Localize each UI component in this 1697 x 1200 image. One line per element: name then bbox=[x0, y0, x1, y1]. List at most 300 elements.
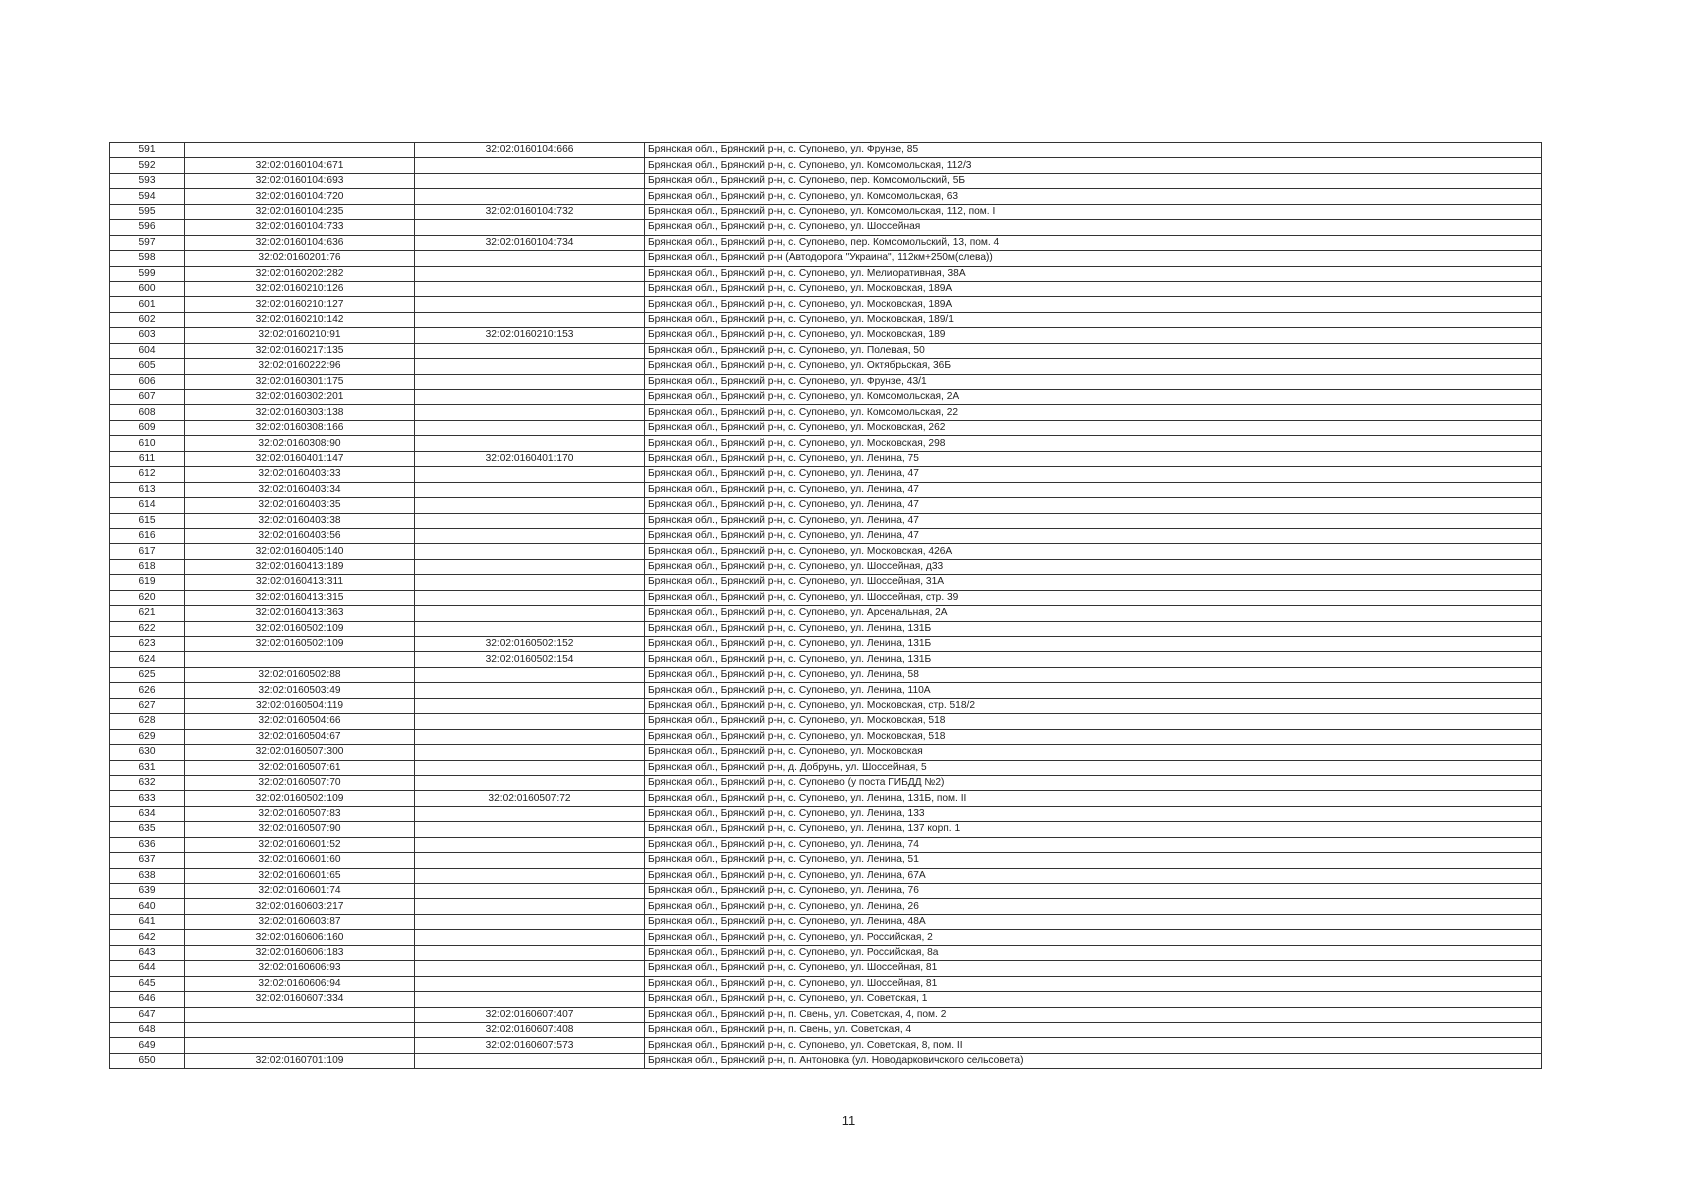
address-cell: Брянская обл., Брянский р-н, с. Супонево, ул. Московская bbox=[645, 745, 1542, 760]
object-cadastral-number-cell bbox=[415, 575, 645, 590]
land-cadastral-number-cell: 32:02:0160403:33 bbox=[185, 467, 415, 482]
address-cell: Брянская обл., Брянский р-н, с. Супонево, ул. Октябрьская, 36Б bbox=[645, 359, 1542, 374]
land-cadastral-number-cell: 32:02:0160104:636 bbox=[185, 235, 415, 250]
table-row bbox=[110, 235, 1542, 250]
object-cadastral-number-cell: 32:02:0160401:170 bbox=[415, 451, 645, 466]
table-row bbox=[110, 405, 1542, 420]
row-number-cell: 645 bbox=[110, 976, 185, 991]
row-number-cell: 622 bbox=[110, 621, 185, 636]
object-cadastral-number-cell bbox=[415, 436, 645, 451]
row-number-cell: 628 bbox=[110, 714, 185, 729]
row-number-cell: 609 bbox=[110, 420, 185, 435]
address-cell: Брянская обл., Брянский р-н, с. Супонево, ул. Ленина, 47 bbox=[645, 513, 1542, 528]
row-number-cell: 595 bbox=[110, 204, 185, 219]
page-number: 11 bbox=[841, 1113, 856, 1128]
land-cadastral-number-cell: 32:02:0160606:93 bbox=[185, 961, 415, 976]
land-cadastral-number-cell: 32:02:0160601:52 bbox=[185, 837, 415, 852]
address-cell: Брянская обл., Брянский р-н, с. Супонево, ул. Мелиоративная, 38А bbox=[645, 266, 1542, 281]
row-number-cell: 637 bbox=[110, 853, 185, 868]
table-row bbox=[110, 420, 1542, 435]
row-number-cell: 624 bbox=[110, 652, 185, 667]
table-row bbox=[110, 575, 1542, 590]
object-cadastral-number-cell bbox=[415, 621, 645, 636]
table-row bbox=[110, 760, 1542, 775]
land-cadastral-number-cell: 32:02:0160413:311 bbox=[185, 575, 415, 590]
table-row bbox=[110, 1053, 1542, 1068]
land-cadastral-number-cell: 32:02:0160104:733 bbox=[185, 220, 415, 235]
object-cadastral-number-cell bbox=[415, 760, 645, 775]
land-cadastral-number-cell bbox=[185, 1022, 415, 1037]
object-cadastral-number-cell bbox=[415, 1053, 645, 1068]
address-cell: Брянская обл., Брянский р-н (Автодорога "Украина", 112км+250м(слева)) bbox=[645, 251, 1542, 266]
object-cadastral-number-cell bbox=[415, 266, 645, 281]
row-number-cell: 591 bbox=[110, 143, 185, 158]
land-cadastral-number-cell: 32:02:0160507:61 bbox=[185, 760, 415, 775]
object-cadastral-number-cell bbox=[415, 390, 645, 405]
object-cadastral-number-cell: 32:02:0160502:154 bbox=[415, 652, 645, 667]
object-cadastral-number-cell bbox=[415, 837, 645, 852]
land-cadastral-number-cell: 32:02:0160403:56 bbox=[185, 528, 415, 543]
address-cell: Брянская обл., Брянский р-н, с. Супонево, ул. Арсенальная, 2А bbox=[645, 606, 1542, 621]
address-cell: Брянская обл., Брянский р-н, с. Супонево, ул. Ленина, 131Б bbox=[645, 637, 1542, 652]
table-row bbox=[110, 914, 1542, 929]
object-cadastral-number-cell bbox=[415, 544, 645, 559]
address-cell: Брянская обл., Брянский р-н, п. Антоновка (ул. Новодарковичского сельсовета) bbox=[645, 1053, 1542, 1068]
object-cadastral-number-cell bbox=[415, 467, 645, 482]
address-cell: Брянская обл., Брянский р-н, с. Супонево, ул. Фрунзе, 43/1 bbox=[645, 374, 1542, 389]
address-cell: Брянская обл., Брянский р-н, с. Супонево (у поста ГИБДД №2) bbox=[645, 775, 1542, 790]
address-cell: Брянская обл., Брянский р-н, д. Добрунь, ул. Шоссейная, 5 bbox=[645, 760, 1542, 775]
land-cadastral-number-cell: 32:02:0160403:38 bbox=[185, 513, 415, 528]
row-number-cell: 608 bbox=[110, 405, 185, 420]
table-row bbox=[110, 683, 1542, 698]
table-row bbox=[110, 899, 1542, 914]
row-number-cell: 615 bbox=[110, 513, 185, 528]
table-row bbox=[110, 837, 1542, 852]
row-number-cell: 618 bbox=[110, 559, 185, 574]
object-cadastral-number-cell bbox=[415, 251, 645, 266]
land-cadastral-number-cell: 32:02:0160413:363 bbox=[185, 606, 415, 621]
object-cadastral-number-cell bbox=[415, 420, 645, 435]
address-cell: Брянская обл., Брянский р-н, с. Супонево, ул. Московская, 518 bbox=[645, 729, 1542, 744]
land-cadastral-number-cell: 32:02:0160502:88 bbox=[185, 667, 415, 682]
object-cadastral-number-cell bbox=[415, 868, 645, 883]
row-number-cell: 597 bbox=[110, 235, 185, 250]
land-cadastral-number-cell: 32:02:0160403:34 bbox=[185, 482, 415, 497]
land-cadastral-number-cell: 32:02:0160303:138 bbox=[185, 405, 415, 420]
row-number-cell: 616 bbox=[110, 528, 185, 543]
land-cadastral-number-cell: 32:02:0160104:720 bbox=[185, 189, 415, 204]
address-cell: Брянская обл., Брянский р-н, с. Супонево, ул. Ленина, 133 bbox=[645, 806, 1542, 821]
object-cadastral-number-cell bbox=[415, 528, 645, 543]
object-cadastral-number-cell bbox=[415, 853, 645, 868]
object-cadastral-number-cell bbox=[415, 683, 645, 698]
row-number-cell: 603 bbox=[110, 328, 185, 343]
address-cell: Брянская обл., Брянский р-н, с. Супонево, ул. Ленина, 74 bbox=[645, 837, 1542, 852]
object-cadastral-number-cell bbox=[415, 775, 645, 790]
table-row bbox=[110, 436, 1542, 451]
land-cadastral-number-cell: 32:02:0160502:109 bbox=[185, 637, 415, 652]
land-cadastral-number-cell: 32:02:0160104:671 bbox=[185, 158, 415, 173]
row-number-cell: 606 bbox=[110, 374, 185, 389]
table-row bbox=[110, 637, 1542, 652]
land-cadastral-number-cell: 32:02:0160210:127 bbox=[185, 297, 415, 312]
land-cadastral-number-cell: 32:02:0160201:76 bbox=[185, 251, 415, 266]
address-cell: Брянская обл., Брянский р-н, с. Супонево, ул. Фрунзе, 85 bbox=[645, 143, 1542, 158]
object-cadastral-number-cell bbox=[415, 559, 645, 574]
table-row bbox=[110, 266, 1542, 281]
object-cadastral-number-cell bbox=[415, 806, 645, 821]
land-cadastral-number-cell bbox=[185, 1007, 415, 1022]
row-number-cell: 629 bbox=[110, 729, 185, 744]
land-cadastral-number-cell: 32:02:0160210:91 bbox=[185, 328, 415, 343]
address-cell: Брянская обл., Брянский р-н, с. Супонево, ул. Ленина, 131Б bbox=[645, 652, 1542, 667]
land-cadastral-number-cell: 32:02:0160217:135 bbox=[185, 343, 415, 358]
address-cell: Брянская обл., Брянский р-н, с. Супонево, ул. Российская, 2 bbox=[645, 930, 1542, 945]
address-cell: Брянская обл., Брянский р-н, с. Супонево, ул. Ленина, 47 bbox=[645, 482, 1542, 497]
object-cadastral-number-cell bbox=[415, 899, 645, 914]
land-cadastral-number-cell: 32:02:0160502:109 bbox=[185, 791, 415, 806]
object-cadastral-number-cell bbox=[415, 729, 645, 744]
address-cell: Брянская обл., Брянский р-н, с. Супонево, ул. Ленина, 47 bbox=[645, 498, 1542, 513]
land-cadastral-number-cell: 32:02:0160606:94 bbox=[185, 976, 415, 991]
land-cadastral-number-cell: 32:02:0160603:87 bbox=[185, 914, 415, 929]
row-number-cell: 614 bbox=[110, 498, 185, 513]
land-cadastral-number-cell: 32:02:0160202:282 bbox=[185, 266, 415, 281]
row-number-cell: 593 bbox=[110, 173, 185, 188]
object-cadastral-number-cell bbox=[415, 590, 645, 605]
row-number-cell: 641 bbox=[110, 914, 185, 929]
land-cadastral-number-cell: 32:02:0160210:142 bbox=[185, 312, 415, 327]
object-cadastral-number-cell bbox=[415, 189, 645, 204]
table-row bbox=[110, 992, 1542, 1007]
land-cadastral-number-cell: 32:02:0160302:201 bbox=[185, 390, 415, 405]
land-cadastral-number-cell: 32:02:0160601:74 bbox=[185, 884, 415, 899]
row-number-cell: 623 bbox=[110, 637, 185, 652]
registry-table bbox=[109, 142, 1542, 1069]
address-cell: Брянская обл., Брянский р-н, с. Супонево, ул. Шоссейная, 31А bbox=[645, 575, 1542, 590]
address-cell: Брянская обл., Брянский р-н, с. Супонево, ул. Ленина, 76 bbox=[645, 884, 1542, 899]
row-number-cell: 625 bbox=[110, 667, 185, 682]
land-cadastral-number-cell: 32:02:0160104:693 bbox=[185, 173, 415, 188]
table-row bbox=[110, 590, 1542, 605]
registry-table-body bbox=[110, 143, 1542, 1069]
row-number-cell: 634 bbox=[110, 806, 185, 821]
table-row bbox=[110, 498, 1542, 513]
land-cadastral-number-cell: 32:02:0160222:96 bbox=[185, 359, 415, 374]
object-cadastral-number-cell bbox=[415, 606, 645, 621]
row-number-cell: 650 bbox=[110, 1053, 185, 1068]
table-row bbox=[110, 482, 1542, 497]
row-number-cell: 642 bbox=[110, 930, 185, 945]
land-cadastral-number-cell bbox=[185, 143, 415, 158]
address-cell: Брянская обл., Брянский р-н, с. Супонево, ул. Российская, 8а bbox=[645, 945, 1542, 960]
row-number-cell: 617 bbox=[110, 544, 185, 559]
row-number-cell: 607 bbox=[110, 390, 185, 405]
table-row bbox=[110, 251, 1542, 266]
row-number-cell: 612 bbox=[110, 467, 185, 482]
land-cadastral-number-cell bbox=[185, 652, 415, 667]
land-cadastral-number-cell: 32:02:0160210:126 bbox=[185, 281, 415, 296]
row-number-cell: 596 bbox=[110, 220, 185, 235]
table-row bbox=[110, 467, 1542, 482]
row-number-cell: 635 bbox=[110, 822, 185, 837]
table-row bbox=[110, 652, 1542, 667]
address-cell: Брянская обл., Брянский р-н, с. Супонево, ул. Московская, 518 bbox=[645, 714, 1542, 729]
address-cell: Брянская обл., Брянский р-н, с. Супонево, ул. Московская, 189/1 bbox=[645, 312, 1542, 327]
row-number-cell: 644 bbox=[110, 961, 185, 976]
object-cadastral-number-cell bbox=[415, 822, 645, 837]
row-number-cell: 604 bbox=[110, 343, 185, 358]
row-number-cell: 627 bbox=[110, 698, 185, 713]
table-row bbox=[110, 621, 1542, 636]
object-cadastral-number-cell bbox=[415, 698, 645, 713]
address-cell: Брянская обл., Брянский р-н, с. Супонево, ул. Комсомольская, 2А bbox=[645, 390, 1542, 405]
land-cadastral-number-cell: 32:02:0160401:147 bbox=[185, 451, 415, 466]
table-row bbox=[110, 143, 1542, 158]
row-number-cell: 648 bbox=[110, 1022, 185, 1037]
address-cell: Брянская обл., Брянский р-н, с. Супонево, ул. Ленина, 51 bbox=[645, 853, 1542, 868]
object-cadastral-number-cell bbox=[415, 374, 645, 389]
address-cell: Брянская обл., Брянский р-н, с. Супонево, ул. Ленина, 47 bbox=[645, 528, 1542, 543]
table-row bbox=[110, 1007, 1542, 1022]
object-cadastral-number-cell bbox=[415, 914, 645, 929]
object-cadastral-number-cell bbox=[415, 405, 645, 420]
row-number-cell: 613 bbox=[110, 482, 185, 497]
address-cell: Брянская обл., Брянский р-н, с. Супонево, ул. Ленина, 47 bbox=[645, 467, 1542, 482]
object-cadastral-number-cell: 32:02:0160104:734 bbox=[415, 235, 645, 250]
land-cadastral-number-cell: 32:02:0160601:65 bbox=[185, 868, 415, 883]
land-cadastral-number-cell: 32:02:0160507:90 bbox=[185, 822, 415, 837]
row-number-cell: 594 bbox=[110, 189, 185, 204]
object-cadastral-number-cell bbox=[415, 976, 645, 991]
row-number-cell: 626 bbox=[110, 683, 185, 698]
object-cadastral-number-cell: 32:02:0160607:573 bbox=[415, 1038, 645, 1053]
object-cadastral-number-cell bbox=[415, 992, 645, 1007]
row-number-cell: 633 bbox=[110, 791, 185, 806]
object-cadastral-number-cell bbox=[415, 158, 645, 173]
row-number-cell: 601 bbox=[110, 297, 185, 312]
address-cell: Брянская обл., Брянский р-н, п. Свень, ул. Советская, 4 bbox=[645, 1022, 1542, 1037]
land-cadastral-number-cell: 32:02:0160503:49 bbox=[185, 683, 415, 698]
address-cell: Брянская обл., Брянский р-н, с. Супонево, ул. Советская, 1 bbox=[645, 992, 1542, 1007]
row-number-cell: 638 bbox=[110, 868, 185, 883]
address-cell: Брянская обл., Брянский р-н, с. Супонево, ул. Комсомольская, 22 bbox=[645, 405, 1542, 420]
address-cell: Брянская обл., Брянский р-н, с. Супонево, ул. Комсомольская, 63 bbox=[645, 189, 1542, 204]
address-cell: Брянская обл., Брянский р-н, с. Супонево, пер. Комсомольский, 5Б bbox=[645, 173, 1542, 188]
address-cell: Брянская обл., Брянский р-н, с. Супонево, пер. Комсомольский, 13, пом. 4 bbox=[645, 235, 1542, 250]
land-cadastral-number-cell: 32:02:0160606:160 bbox=[185, 930, 415, 945]
row-number-cell: 636 bbox=[110, 837, 185, 852]
object-cadastral-number-cell bbox=[415, 359, 645, 374]
row-number-cell: 599 bbox=[110, 266, 185, 281]
table-row bbox=[110, 390, 1542, 405]
address-cell: Брянская обл., Брянский р-н, с. Супонево, ул. Шоссейная, стр. 39 bbox=[645, 590, 1542, 605]
row-number-cell: 646 bbox=[110, 992, 185, 1007]
table-row bbox=[110, 513, 1542, 528]
address-cell: Брянская обл., Брянский р-н, с. Супонево, ул. Шоссейная, 81 bbox=[645, 961, 1542, 976]
address-cell: Брянская обл., Брянский р-н, с. Супонево, ул. Ленина, 131Б bbox=[645, 621, 1542, 636]
table-row bbox=[110, 281, 1542, 296]
object-cadastral-number-cell bbox=[415, 281, 645, 296]
row-number-cell: 620 bbox=[110, 590, 185, 605]
object-cadastral-number-cell: 32:02:0160210:153 bbox=[415, 328, 645, 343]
address-cell: Брянская обл., Брянский р-н, с. Супонево, ул. Московская, стр. 518/2 bbox=[645, 698, 1542, 713]
address-cell: Брянская обл., Брянский р-н, с. Супонево, ул. Ленина, 137 корп. 1 bbox=[645, 822, 1542, 837]
land-cadastral-number-cell: 32:02:0160308:166 bbox=[185, 420, 415, 435]
table-row bbox=[110, 173, 1542, 188]
table-row bbox=[110, 297, 1542, 312]
land-cadastral-number-cell: 32:02:0160502:109 bbox=[185, 621, 415, 636]
object-cadastral-number-cell: 32:02:0160507:72 bbox=[415, 791, 645, 806]
land-cadastral-number-cell: 32:02:0160301:175 bbox=[185, 374, 415, 389]
table-row bbox=[110, 791, 1542, 806]
land-cadastral-number-cell bbox=[185, 1038, 415, 1053]
land-cadastral-number-cell: 32:02:0160413:189 bbox=[185, 559, 415, 574]
object-cadastral-number-cell bbox=[415, 961, 645, 976]
table-row bbox=[110, 853, 1542, 868]
table-row bbox=[110, 328, 1542, 343]
object-cadastral-number-cell: 32:02:0160104:666 bbox=[415, 143, 645, 158]
table-row bbox=[110, 868, 1542, 883]
table-row bbox=[110, 204, 1542, 219]
table-row bbox=[110, 158, 1542, 173]
table-row bbox=[110, 806, 1542, 821]
row-number-cell: 600 bbox=[110, 281, 185, 296]
row-number-cell: 630 bbox=[110, 745, 185, 760]
row-number-cell: 605 bbox=[110, 359, 185, 374]
address-cell: Брянская обл., Брянский р-н, с. Супонево, ул. Московская, 189А bbox=[645, 297, 1542, 312]
land-cadastral-number-cell: 32:02:0160507:300 bbox=[185, 745, 415, 760]
address-cell: Брянская обл., Брянский р-н, с. Супонево, ул. Ленина, 131Б, пом. II bbox=[645, 791, 1542, 806]
row-number-cell: 639 bbox=[110, 884, 185, 899]
land-cadastral-number-cell: 32:02:0160507:83 bbox=[185, 806, 415, 821]
address-cell: Брянская обл., Брянский р-н, с. Супонево, ул. Комсомольская, 112/3 bbox=[645, 158, 1542, 173]
address-cell: Брянская обл., Брянский р-н, с. Супонево, ул. Московская, 426А bbox=[645, 544, 1542, 559]
object-cadastral-number-cell: 32:02:0160607:407 bbox=[415, 1007, 645, 1022]
object-cadastral-number-cell bbox=[415, 930, 645, 945]
object-cadastral-number-cell bbox=[415, 945, 645, 960]
table-row bbox=[110, 606, 1542, 621]
object-cadastral-number-cell bbox=[415, 667, 645, 682]
object-cadastral-number-cell bbox=[415, 312, 645, 327]
table-row bbox=[110, 359, 1542, 374]
table-row bbox=[110, 698, 1542, 713]
object-cadastral-number-cell bbox=[415, 173, 645, 188]
land-cadastral-number-cell: 32:02:0160504:67 bbox=[185, 729, 415, 744]
table-row bbox=[110, 961, 1542, 976]
land-cadastral-number-cell: 32:02:0160606:183 bbox=[185, 945, 415, 960]
land-cadastral-number-cell: 32:02:0160601:60 bbox=[185, 853, 415, 868]
address-cell: Брянская обл., Брянский р-н, с. Супонево, ул. Ленина, 67А bbox=[645, 868, 1542, 883]
address-cell: Брянская обл., Брянский р-н, с. Супонево, ул. Советская, 8, пом. II bbox=[645, 1038, 1542, 1053]
land-cadastral-number-cell: 32:02:0160507:70 bbox=[185, 775, 415, 790]
object-cadastral-number-cell bbox=[415, 297, 645, 312]
address-cell: Брянская обл., Брянский р-н, п. Свень, ул. Советская, 4, пом. 2 bbox=[645, 1007, 1542, 1022]
address-cell: Брянская обл., Брянский р-н, с. Супонево, ул. Московская, 189 bbox=[645, 328, 1542, 343]
table-row bbox=[110, 343, 1542, 358]
table-row bbox=[110, 714, 1542, 729]
land-cadastral-number-cell: 32:02:0160413:315 bbox=[185, 590, 415, 605]
table-row bbox=[110, 1022, 1542, 1037]
address-cell: Брянская обл., Брянский р-н, с. Супонево, ул. Московская, 189А bbox=[645, 281, 1542, 296]
address-cell: Брянская обл., Брянский р-н, с. Супонево, ул. Шоссейная bbox=[645, 220, 1542, 235]
table-row bbox=[110, 559, 1542, 574]
object-cadastral-number-cell bbox=[415, 714, 645, 729]
table-row bbox=[110, 312, 1542, 327]
row-number-cell: 640 bbox=[110, 899, 185, 914]
object-cadastral-number-cell: 32:02:0160104:732 bbox=[415, 204, 645, 219]
table-row bbox=[110, 945, 1542, 960]
table-row bbox=[110, 745, 1542, 760]
row-number-cell: 610 bbox=[110, 436, 185, 451]
object-cadastral-number-cell bbox=[415, 513, 645, 528]
table-row bbox=[110, 667, 1542, 682]
row-number-cell: 619 bbox=[110, 575, 185, 590]
land-cadastral-number-cell: 32:02:0160504:66 bbox=[185, 714, 415, 729]
land-cadastral-number-cell: 32:02:0160308:90 bbox=[185, 436, 415, 451]
object-cadastral-number-cell bbox=[415, 220, 645, 235]
land-cadastral-number-cell: 32:02:0160104:235 bbox=[185, 204, 415, 219]
address-cell: Брянская обл., Брянский р-н, с. Супонево, ул. Московская, 262 bbox=[645, 420, 1542, 435]
object-cadastral-number-cell: 32:02:0160502:152 bbox=[415, 637, 645, 652]
address-cell: Брянская обл., Брянский р-н, с. Супонево, ул. Комсомольская, 112, пом. I bbox=[645, 204, 1542, 219]
table-row bbox=[110, 544, 1542, 559]
object-cadastral-number-cell bbox=[415, 498, 645, 513]
table-row bbox=[110, 220, 1542, 235]
address-cell: Брянская обл., Брянский р-н, с. Супонево, ул. Ленина, 110А bbox=[645, 683, 1542, 698]
row-number-cell: 649 bbox=[110, 1038, 185, 1053]
row-number-cell: 598 bbox=[110, 251, 185, 266]
row-number-cell: 611 bbox=[110, 451, 185, 466]
address-cell: Брянская обл., Брянский р-н, с. Супонево, ул. Шоссейная, 81 bbox=[645, 976, 1542, 991]
row-number-cell: 643 bbox=[110, 945, 185, 960]
row-number-cell: 632 bbox=[110, 775, 185, 790]
row-number-cell: 631 bbox=[110, 760, 185, 775]
address-cell: Брянская обл., Брянский р-н, с. Супонево, ул. Ленина, 58 bbox=[645, 667, 1542, 682]
object-cadastral-number-cell bbox=[415, 343, 645, 358]
table-row bbox=[110, 930, 1542, 945]
table-row bbox=[110, 374, 1542, 389]
table-row bbox=[110, 451, 1542, 466]
object-cadastral-number-cell bbox=[415, 482, 645, 497]
address-cell: Брянская обл., Брянский р-н, с. Супонево, ул. Московская, 298 bbox=[645, 436, 1542, 451]
row-number-cell: 621 bbox=[110, 606, 185, 621]
row-number-cell: 592 bbox=[110, 158, 185, 173]
land-cadastral-number-cell: 32:02:0160603:217 bbox=[185, 899, 415, 914]
table-row bbox=[110, 884, 1542, 899]
table-row bbox=[110, 189, 1542, 204]
address-cell: Брянская обл., Брянский р-н, с. Супонево, ул. Шоссейная, д33 bbox=[645, 559, 1542, 574]
land-cadastral-number-cell: 32:02:0160607:334 bbox=[185, 992, 415, 1007]
table-row bbox=[110, 1038, 1542, 1053]
address-cell: Брянская обл., Брянский р-н, с. Супонево, ул. Полевая, 50 bbox=[645, 343, 1542, 358]
table-row bbox=[110, 822, 1542, 837]
object-cadastral-number-cell bbox=[415, 884, 645, 899]
land-cadastral-number-cell: 32:02:0160504:119 bbox=[185, 698, 415, 713]
table-row bbox=[110, 775, 1542, 790]
land-cadastral-number-cell: 32:02:0160405:140 bbox=[185, 544, 415, 559]
row-number-cell: 647 bbox=[110, 1007, 185, 1022]
table-row bbox=[110, 729, 1542, 744]
address-cell: Брянская обл., Брянский р-н, с. Супонево, ул. Ленина, 26 bbox=[645, 899, 1542, 914]
object-cadastral-number-cell bbox=[415, 745, 645, 760]
land-cadastral-number-cell: 32:02:0160701:109 bbox=[185, 1053, 415, 1068]
object-cadastral-number-cell: 32:02:0160607:408 bbox=[415, 1022, 645, 1037]
table-row bbox=[110, 528, 1542, 543]
land-cadastral-number-cell: 32:02:0160403:35 bbox=[185, 498, 415, 513]
row-number-cell: 602 bbox=[110, 312, 185, 327]
